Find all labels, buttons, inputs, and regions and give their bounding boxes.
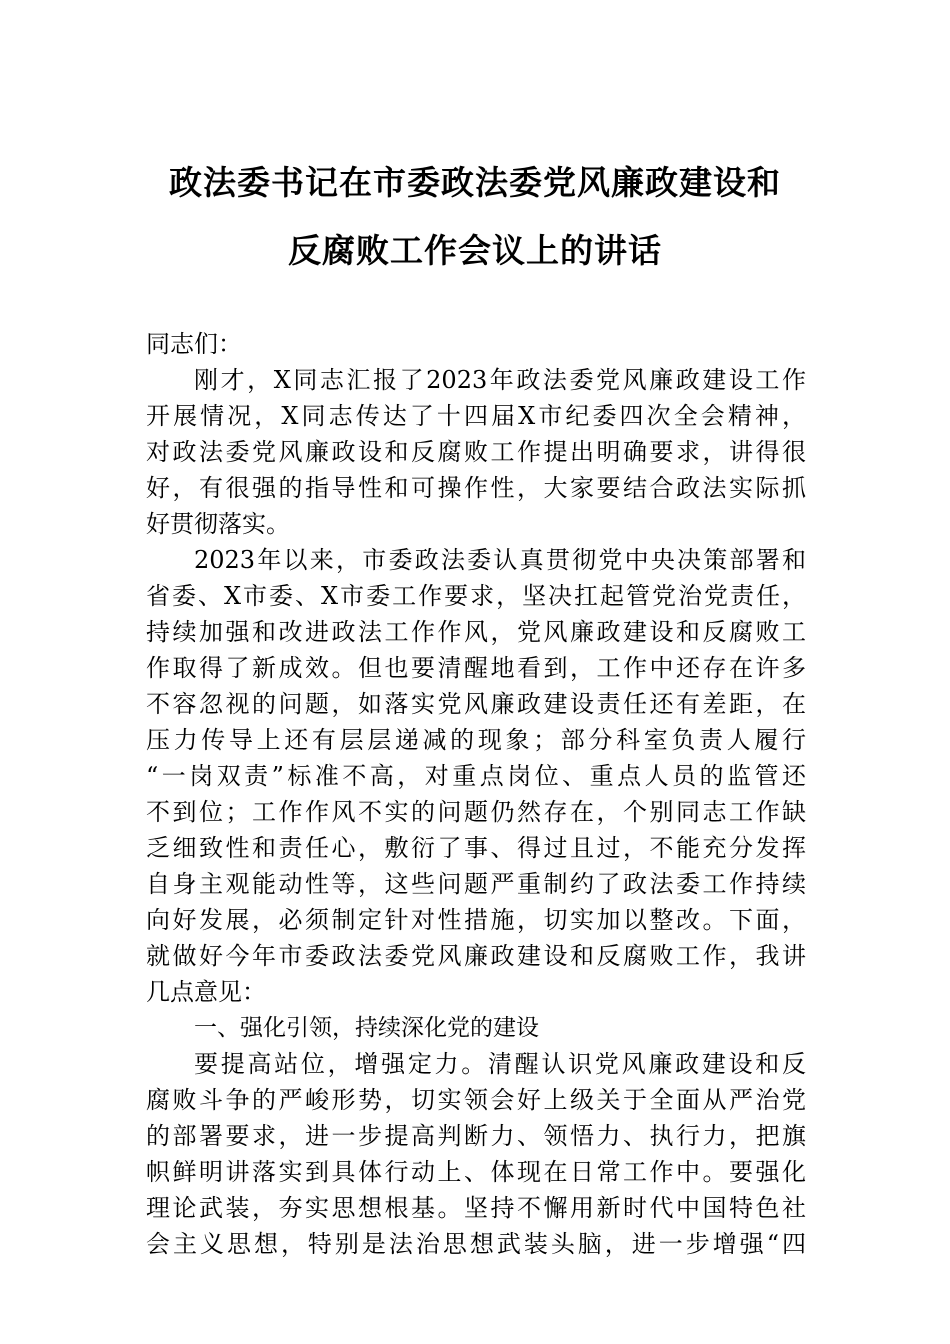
body-text-line: 帜鲜明讲落实到具体行动上、体现在日常工作中。要强化 <box>146 1158 806 1186</box>
body-text-line: 作取得了新成效。但也要清醒地看到，工作中还存在许多 <box>146 654 806 682</box>
body-text-line: 自身主观能动性等，这些问题严重制约了政法委工作持续 <box>146 870 806 898</box>
body-text-line: “一岗双责”标准不高，对重点岗位、重点人员的监管还 <box>146 762 806 790</box>
section-heading: 一、强化引领，持续深化党的建设 <box>194 1015 539 1041</box>
body-text-line: 对政法委党风廉政设和反腐败工作提出明确要求，讲得很 <box>146 438 806 466</box>
body-text-line: 腐败斗争的严峻形势，切实领会好上级关于全面从严治党 <box>146 1086 806 1114</box>
body-text-line: 的部署要求，进一步提高判断力、领悟力、执行力，把旗 <box>146 1122 806 1150</box>
body-text-line: 要提高站位，增强定力。清醒认识党风廉政建设和反 <box>194 1050 806 1078</box>
body-text-line: 2023年以来，市委政法委认真贯彻党中央决策部署和 <box>194 546 806 574</box>
document-title <box>140 162 810 271</box>
body-text-line: 开展情况，X同志传达了十四届X市纪委四次全会精神， <box>146 402 806 430</box>
body-text-line: 乏细致性和责任心，敷衍了事、得过且过，不能充分发挥 <box>146 834 806 862</box>
body-text-line: 不容忽视的问题，如落实党风廉政建设责任还有差距，在 <box>146 690 806 718</box>
body-text-line: 向好发展，必须制定针对性措施，切实加以整改。下面， <box>146 906 806 934</box>
body-text-line: 持续加强和改进政法工作作风，党风廉政建设和反腐败工 <box>146 618 806 646</box>
body-text-line: 理论武装，夯实思想根基。坚持不懈用新时代中国特色社 <box>146 1194 806 1222</box>
body-text-line: 刚才，X同志汇报了2023年政法委党风廉政建设工作 <box>194 366 806 394</box>
body-text-line: 会主义思想，特别是法治思想武装头脑，进一步增强“四 <box>146 1230 806 1258</box>
body-text-line: 不到位；工作作风不实的问题仍然存在，个别同志工作缺 <box>146 798 806 826</box>
body-text-line: 好，有很强的指导性和可操作性，大家要结合政法实际抓 <box>146 474 806 502</box>
body-text-line: 好贯彻落实。 <box>146 510 290 538</box>
body-text-line: 同志们： <box>146 330 242 358</box>
body-text-line: 压力传导上还有层层递减的现象；部分科室负责人履行 <box>146 726 806 754</box>
title-line-2: 反腐败工作会议上的讲话 <box>288 231 662 270</box>
body-text-line: 几点意见： <box>146 978 266 1006</box>
body-text-line: 省委、X市委、X市委工作要求，坚决扛起管党治党责任， <box>146 582 806 610</box>
title-line-1: 政法委书记在市委政法委党风廉政建设和 <box>169 163 781 202</box>
document-body <box>146 326 806 1262</box>
body-text-line: 就做好今年市委政法委党风廉政建设和反腐败工作，我讲 <box>146 942 806 970</box>
